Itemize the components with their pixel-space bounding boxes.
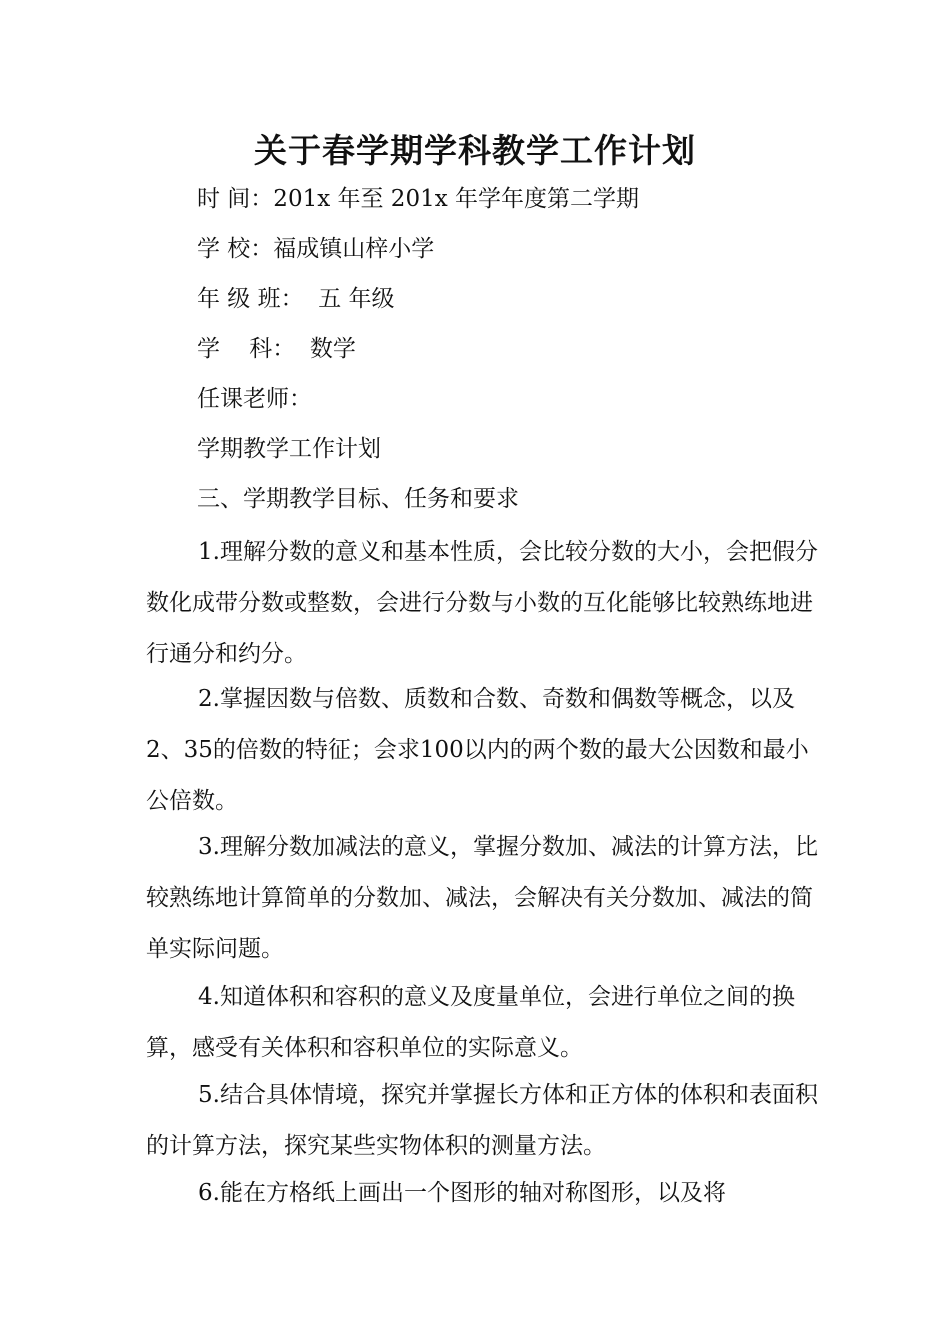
section-subheading: 三、学期教学目标、任务和要求 (197, 486, 519, 512)
paragraph-3: 3.理解分数加减法的意义，掌握分数加、减法的计算方法，比较熟练地计算简单的分数加、减法，会解决有关分数加、减法的简单实际问题。 (146, 834, 818, 962)
paragraph-6: 6.能在方格纸上画出一个图形的轴对称图形，以及将 (198, 1180, 726, 1206)
meta-subject: 学 科： 数学 (197, 336, 356, 362)
section-heading: 学期教学工作计划 (197, 436, 381, 462)
paragraph-5: 5.结合具体情境，探究并掌握长方体和正方体的体积和表面积的计算方法，探究某些实物体积的测量方法。 (146, 1082, 818, 1159)
meta-time: 时 间：201x 年至 201x 年学年度第二学期 (197, 186, 639, 212)
meta-school: 学 校：福成镇山梓小学 (197, 236, 435, 262)
paragraph-1: 1.理解分数的意义和基本性质，会比较分数的大小，会把假分数化成带分数或整数，会进行分数与小数的互化能够比较熟练地进行通分和约分。 (146, 539, 818, 667)
document-title: 关于春学期学科教学工作计划 (254, 131, 696, 170)
paragraph-4: 4.知道体积和容积的意义及度量单位，会进行单位之间的换算，感受有关体积和容积单位的实际意义。 (146, 984, 795, 1061)
paragraph-2: 2.掌握因数与倍数、质数和合数、奇数和偶数等概念，以及2、35的倍数的特征；会求100以内的两个数的最大公因数和最小公倍数。 (146, 686, 809, 814)
meta-teacher: 任课老师： (197, 386, 312, 412)
meta-grade: 年 级 班： 五 年级 (197, 286, 395, 312)
